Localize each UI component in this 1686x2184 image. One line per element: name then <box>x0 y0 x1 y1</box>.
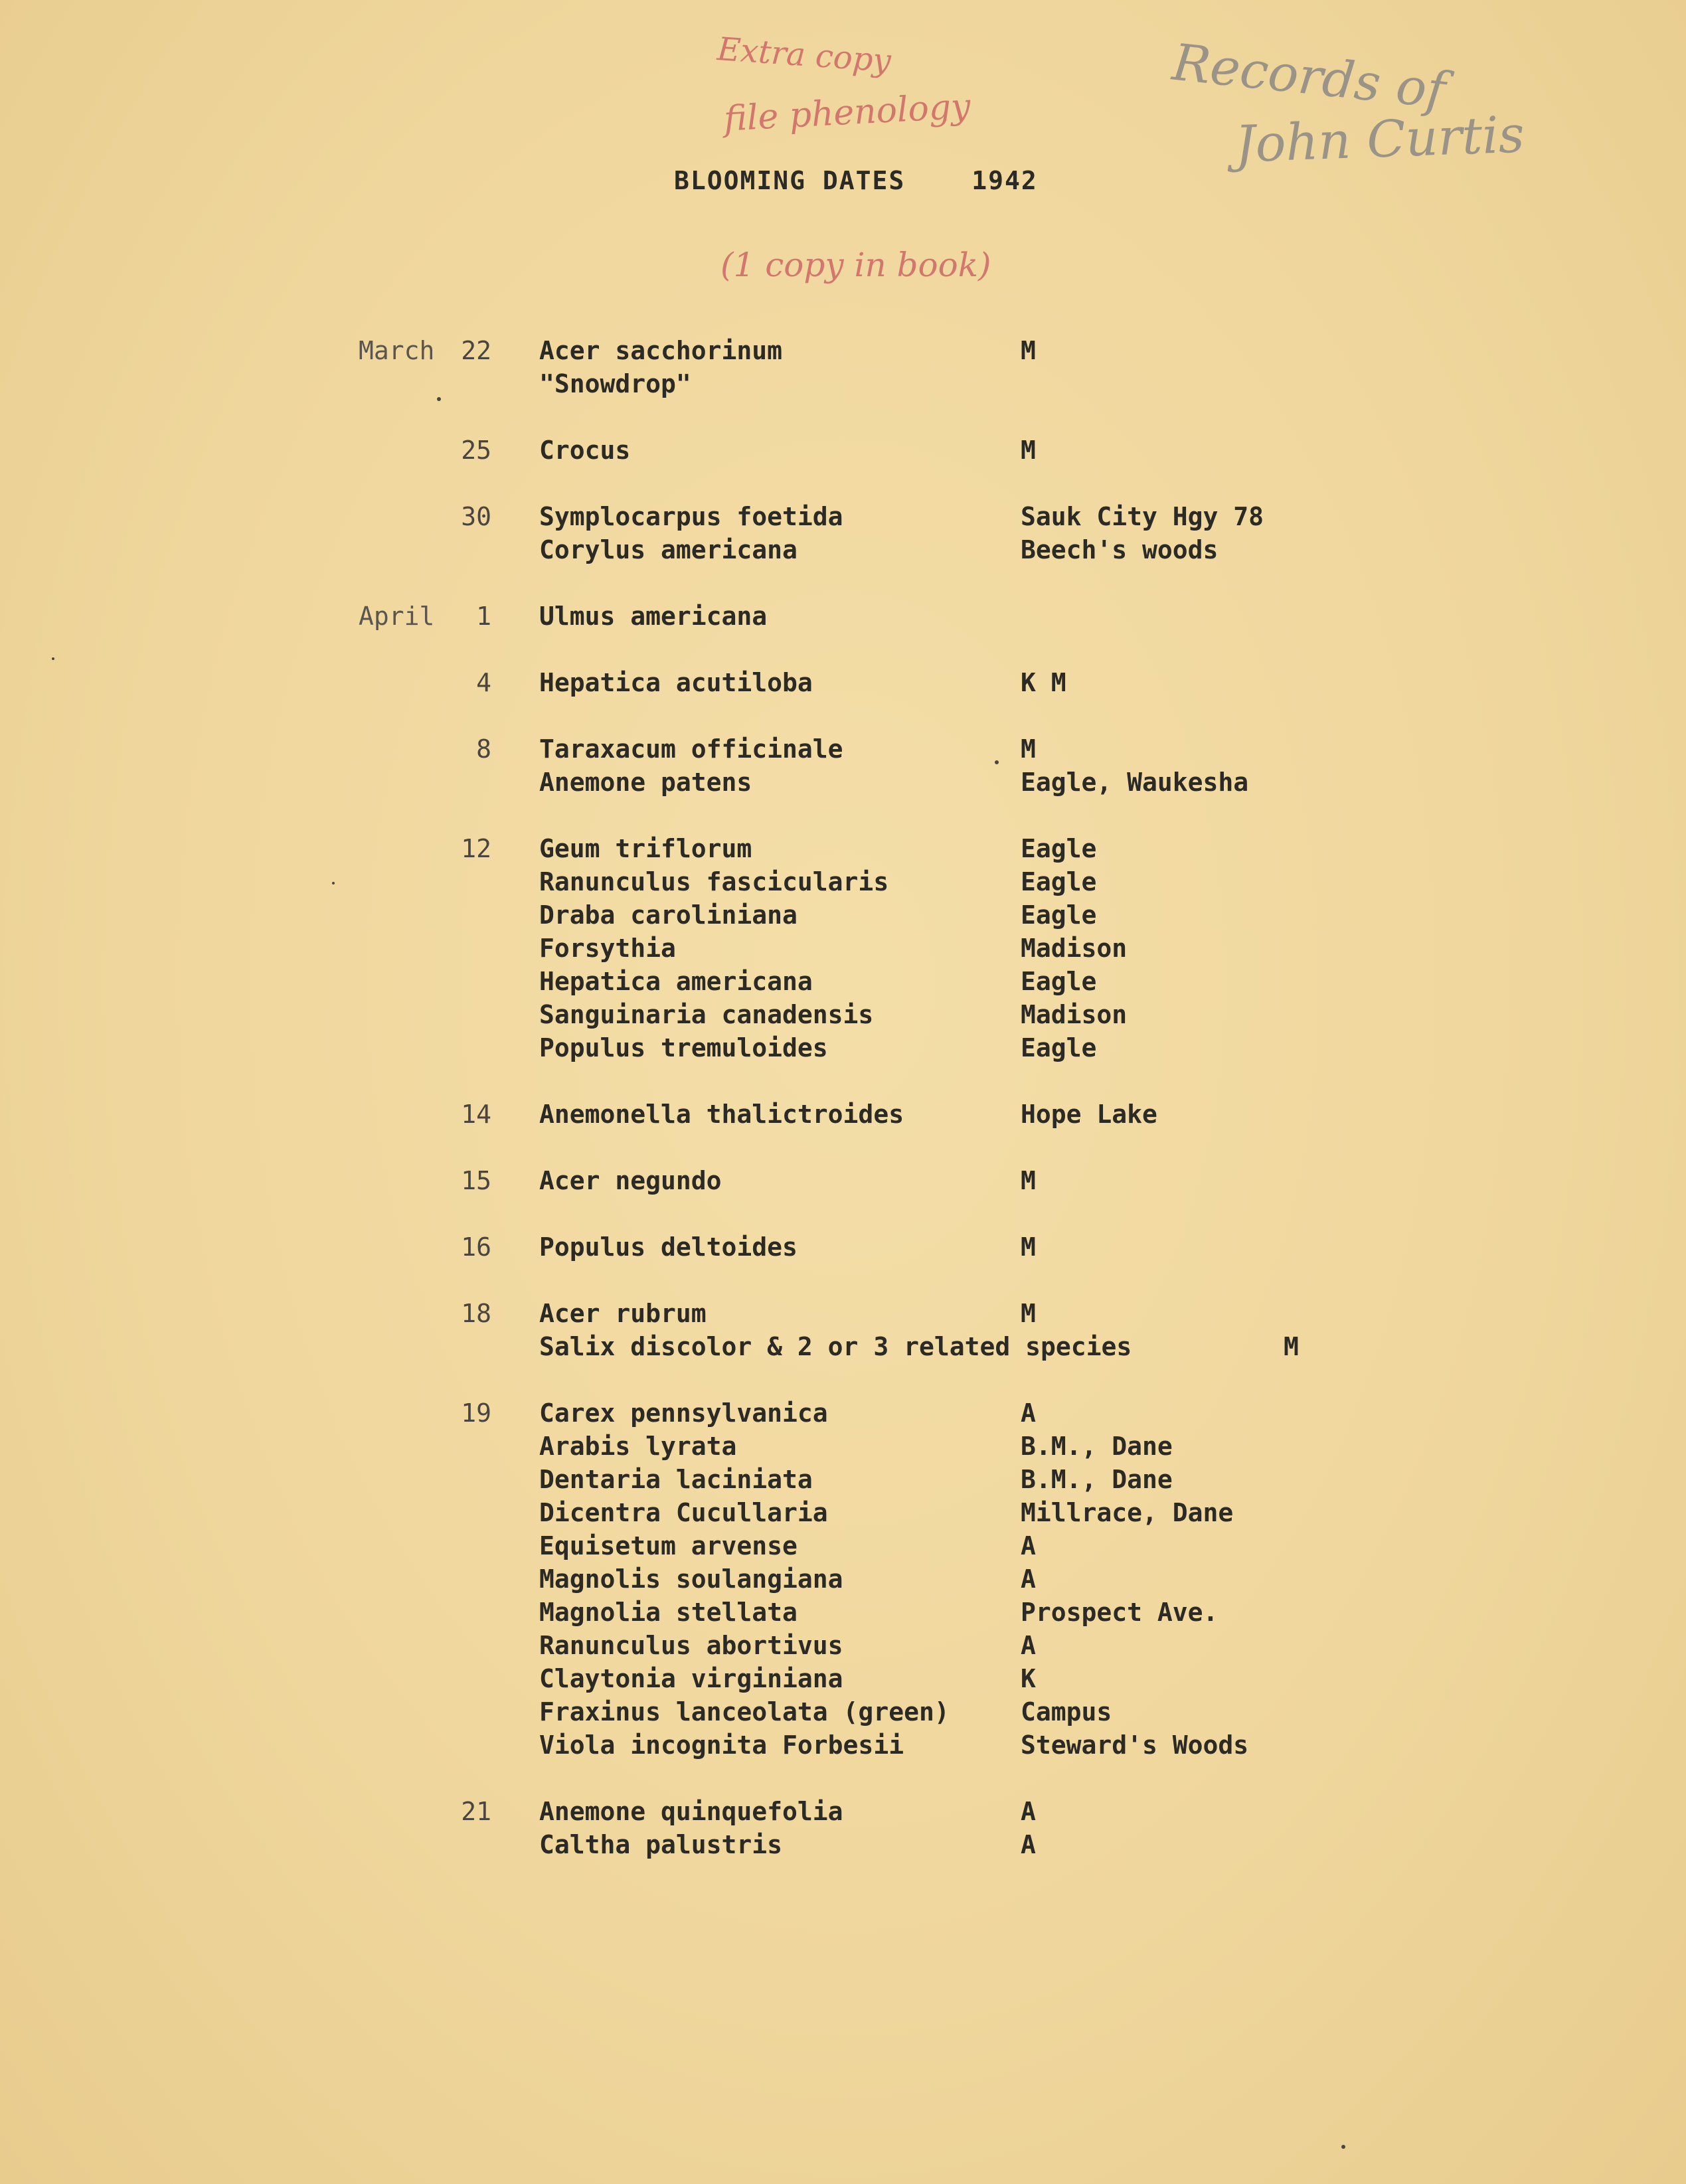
entry-row <box>0 1463 1686 1496</box>
entry-species: Caltha palustris <box>539 1830 783 1859</box>
entry-location: Madison <box>1021 934 1128 963</box>
entry-location: M <box>1021 1299 1036 1328</box>
entry-location: A <box>1021 1531 1036 1560</box>
entry-species: Taraxacum officinale <box>539 734 843 764</box>
entry-row <box>0 1695 1686 1728</box>
entry-row <box>0 1795 1686 1828</box>
entry-species: Sanguinaria canadensis <box>539 1000 874 1029</box>
entry-location: Prospect Ave. <box>1021 1598 1219 1627</box>
entry-species: Carex pennsylvanica <box>539 1398 828 1428</box>
entry-location: A <box>1021 1564 1036 1594</box>
red-note-copy-in-book: (1 copy in book) <box>720 246 991 284</box>
entry-location: A <box>1021 1631 1036 1660</box>
entry-day: 22 <box>461 336 491 365</box>
entry-location: M <box>1021 1166 1036 1195</box>
entry-location: Beech's woods <box>1021 535 1219 564</box>
entry-row <box>0 334 1686 367</box>
entry-species: Hepatica acutiloba <box>539 668 813 697</box>
entry-day: 14 <box>461 1100 491 1129</box>
entry-species: Ulmus americana <box>539 602 768 631</box>
entry-row <box>0 367 1686 400</box>
entry-location: K M <box>1021 668 1066 697</box>
entry-row <box>0 998 1686 1031</box>
entry-day: 30 <box>461 502 491 531</box>
entry-species: Acer sacchorinum <box>539 336 783 365</box>
entry-species: Corylus americana <box>539 535 798 564</box>
entry-row <box>0 1430 1686 1463</box>
entry-species: Magnolis soulangiana <box>539 1564 843 1594</box>
entry-row <box>0 1629 1686 1662</box>
entry-row <box>0 666 1686 699</box>
entry-species: Arabis lyrata <box>539 1432 737 1461</box>
entry-row <box>0 766 1686 799</box>
ink-speck <box>437 397 441 401</box>
entry-location: Campus <box>1021 1697 1112 1726</box>
entry-row <box>0 1529 1686 1562</box>
entry-location: Eagle <box>1021 867 1097 896</box>
entry-row <box>0 1596 1686 1629</box>
entry-location: A <box>1021 1830 1036 1859</box>
ink-speck <box>52 657 54 660</box>
entry-location: Millrace, Dane <box>1021 1498 1234 1527</box>
pencil-note-records-of: Records of <box>1169 32 1449 120</box>
entry-row <box>0 1662 1686 1695</box>
entry-row <box>0 500 1686 533</box>
entry-row <box>0 1031 1686 1064</box>
entry-species: Magnolia stellata <box>539 1598 798 1627</box>
entry-location: K <box>1021 1664 1036 1693</box>
entry-day: 8 <box>476 734 491 764</box>
entry-location: B.M., Dane <box>1021 1432 1173 1461</box>
entry-location: M <box>1284 1332 1299 1361</box>
entry-row <box>0 1098 1686 1131</box>
entry-day: 15 <box>461 1166 491 1195</box>
entry-row <box>0 832 1686 865</box>
entry-row <box>0 1728 1686 1762</box>
pencil-note-john-curtis: John Curtis <box>1234 104 1525 174</box>
ink-speck <box>1341 2145 1345 2149</box>
entry-location: Eagle <box>1021 900 1097 930</box>
entry-location: Eagle <box>1021 834 1097 863</box>
entry-location: Hope Lake <box>1021 1100 1157 1129</box>
entry-species: Equisetum arvense <box>539 1531 798 1560</box>
entry-row <box>0 1330 1686 1363</box>
entry-day: 4 <box>476 668 491 697</box>
entry-row <box>0 732 1686 766</box>
entry-day: 12 <box>461 834 491 863</box>
entry-location: Steward's Woods <box>1021 1730 1249 1760</box>
red-note-extra-copy: Extra copy <box>716 30 892 80</box>
entry-species: Fraxinus lanceolata (green) <box>539 1697 950 1726</box>
entry-day: 19 <box>461 1398 491 1428</box>
entry-location: A <box>1021 1797 1036 1826</box>
entry-species: Salix discolor & 2 or 3 related species <box>539 1332 1132 1361</box>
entry-species: Ranunculus fascicularis <box>539 867 889 896</box>
entry-species: Symplocarpus foetida <box>539 502 843 531</box>
entry-row <box>0 865 1686 898</box>
entry-day: 18 <box>461 1299 491 1328</box>
entry-species: Acer rubrum <box>539 1299 707 1328</box>
entry-species: Dicentra Cucullaria <box>539 1498 828 1527</box>
entry-location: M <box>1021 336 1036 365</box>
entry-species: "Snowdrop" <box>539 369 691 398</box>
entry-row <box>0 1828 1686 1861</box>
entry-location: Eagle <box>1021 1033 1097 1062</box>
entry-day: 21 <box>461 1797 491 1826</box>
ink-speck <box>332 882 335 884</box>
entry-location: M <box>1021 734 1036 764</box>
entry-row <box>0 1396 1686 1430</box>
entry-row <box>0 1297 1686 1330</box>
entry-species: Crocus <box>539 436 631 465</box>
entry-location: Madison <box>1021 1000 1128 1029</box>
entry-row <box>0 898 1686 932</box>
entry-row <box>0 1230 1686 1264</box>
entry-day: 25 <box>461 436 491 465</box>
entry-month: March <box>359 336 435 365</box>
entry-row <box>0 1562 1686 1596</box>
entry-location: M <box>1021 436 1036 465</box>
entry-location: Eagle <box>1021 967 1097 996</box>
entry-row <box>0 600 1686 633</box>
title-year: 1942 <box>971 166 1038 195</box>
entry-day: 1 <box>476 602 491 631</box>
entry-row <box>0 932 1686 965</box>
entry-species: Anemone quinquefolia <box>539 1797 843 1826</box>
entry-day: 16 <box>461 1232 491 1262</box>
entry-species: Draba caroliniana <box>539 900 798 930</box>
entry-row <box>0 1164 1686 1197</box>
entry-species: Acer negundo <box>539 1166 722 1195</box>
entry-species: Forsythia <box>539 934 676 963</box>
title-text: BLOOMING DATES <box>674 166 906 195</box>
entry-location: B.M., Dane <box>1021 1465 1173 1494</box>
entry-species: Ranunculus abortivus <box>539 1631 843 1660</box>
entry-month: April <box>359 602 435 631</box>
entry-species: Anemonella thalictroides <box>539 1100 904 1129</box>
entry-row <box>0 1496 1686 1529</box>
entry-species: Geum triflorum <box>539 834 752 863</box>
entry-species: Viola incognita Forbesii <box>539 1730 904 1760</box>
entry-species: Hepatica americana <box>539 967 813 996</box>
entry-row <box>0 533 1686 566</box>
entry-species: Dentaria laciniata <box>539 1465 813 1494</box>
document-title <box>674 166 1038 195</box>
entry-species: Populus deltoides <box>539 1232 798 1262</box>
entry-row <box>0 965 1686 998</box>
entry-location: A <box>1021 1398 1036 1428</box>
ink-speck <box>995 760 999 764</box>
entry-species: Populus tremuloides <box>539 1033 828 1062</box>
red-note-file-phenology: file phenology <box>722 86 971 139</box>
entry-row <box>0 434 1686 467</box>
entry-species: Anemone patens <box>539 768 752 797</box>
entry-location: M <box>1021 1232 1036 1262</box>
entry-location: Eagle, Waukesha <box>1021 768 1249 797</box>
entry-location: Sauk City Hgy 78 <box>1021 502 1264 531</box>
entry-species: Claytonia virginiana <box>539 1664 843 1693</box>
